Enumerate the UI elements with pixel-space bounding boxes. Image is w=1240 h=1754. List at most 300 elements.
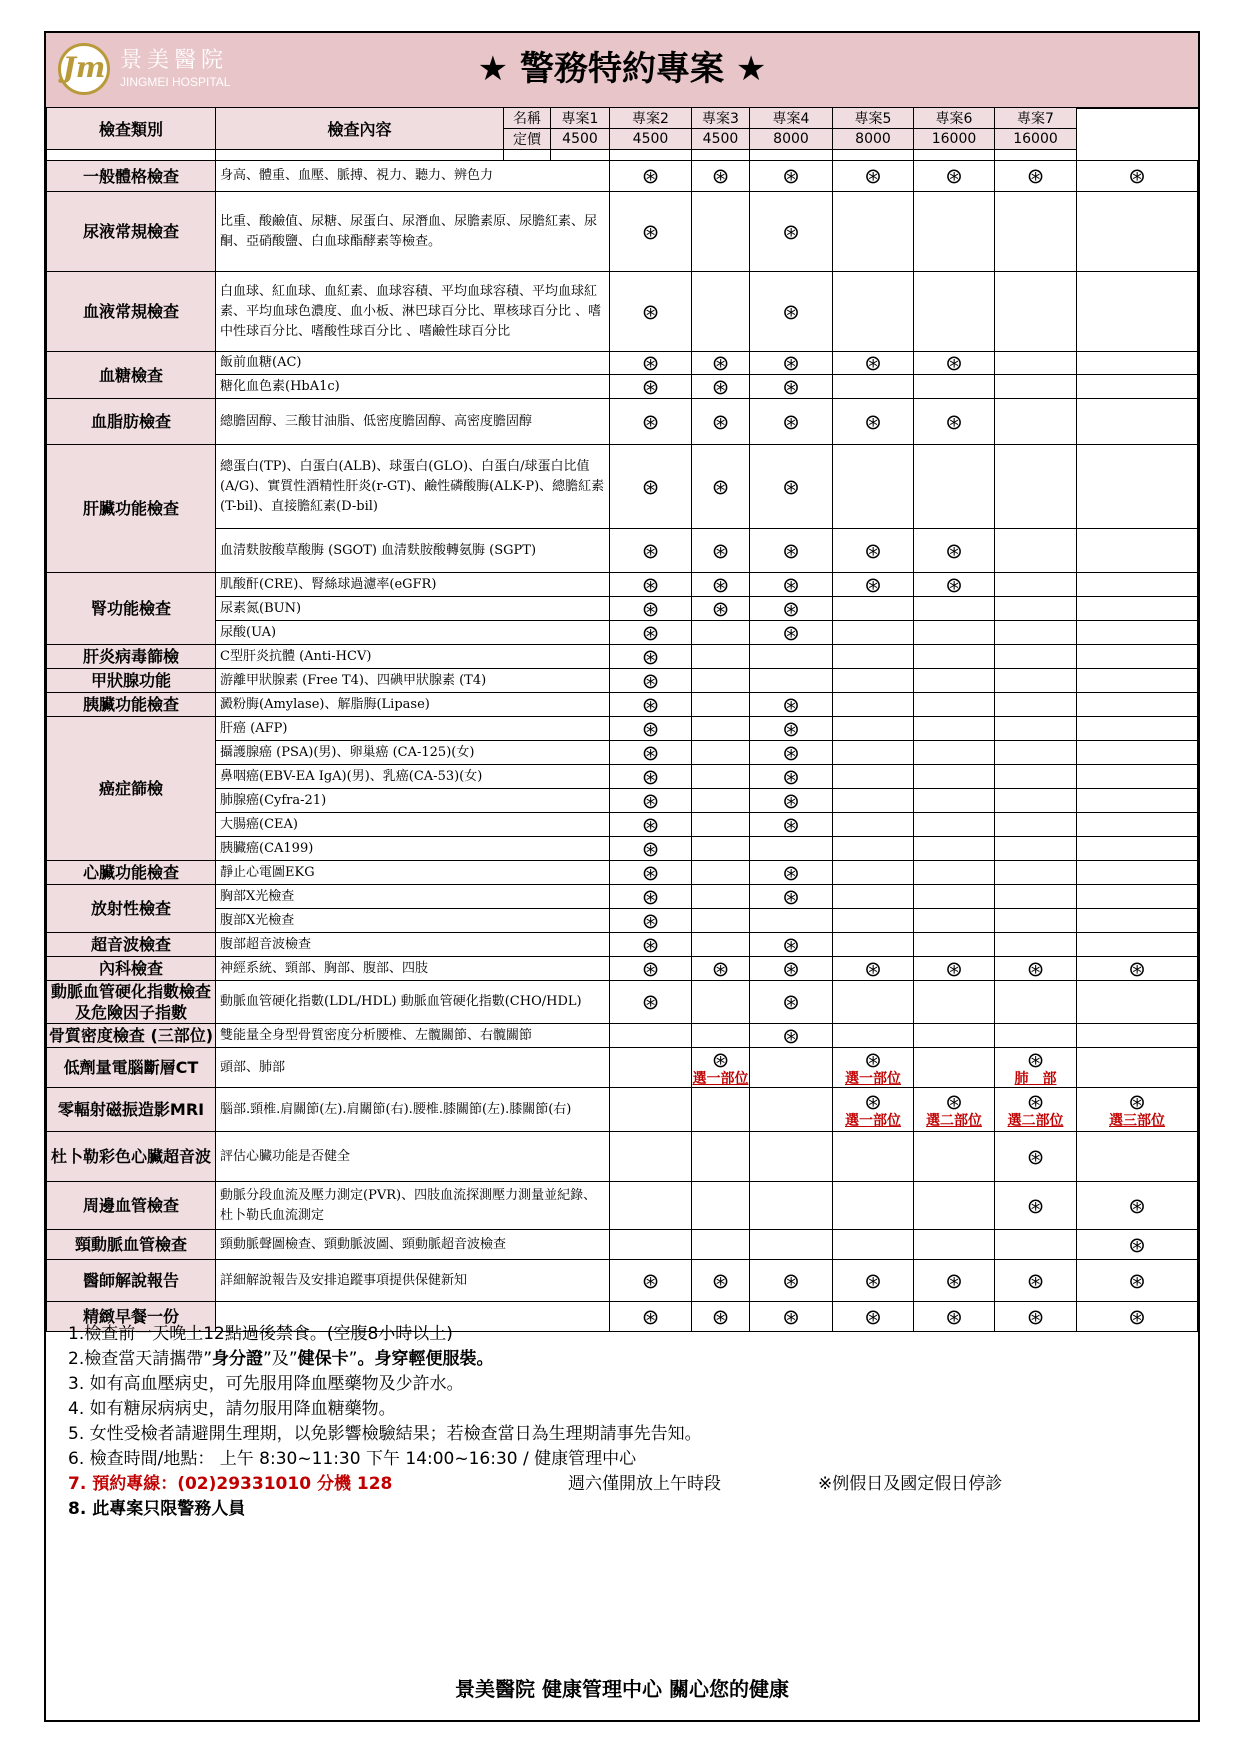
plan-cell (610, 1024, 692, 1048)
plan-price: 4500 (610, 129, 692, 150)
plan-cell (750, 957, 833, 981)
exam-item: 游離甲狀腺素 (Free T4)、四碘甲狀腺素 (T4) (216, 669, 610, 693)
included-mark-icon: ⊛ (945, 1089, 963, 1114)
plan-cell (610, 693, 692, 717)
included-mark-icon: ⊛ (711, 474, 730, 499)
plan-cell (1077, 645, 1198, 669)
plan-cell (995, 597, 1077, 621)
table-row (47, 957, 1198, 981)
plan-cell (995, 272, 1077, 352)
plan-cell (1077, 1260, 1198, 1302)
plan-cell (610, 669, 692, 693)
plan-cell (1077, 161, 1198, 192)
category-label: 心臟功能檢查 (47, 861, 216, 885)
plan-cell (692, 741, 750, 765)
plan-cell (833, 1132, 914, 1182)
included-mark-icon: ⊛ (711, 956, 730, 981)
plan-cell (914, 837, 995, 861)
plan-cell (833, 161, 914, 192)
plan-cell (995, 399, 1077, 445)
plan-cell (750, 693, 833, 717)
option-note: 選二部位 (1007, 1112, 1064, 1129)
note-4: 4. 如有糖尿病病史，請勿服用降血糖藥物。 (68, 1399, 396, 1419)
note-7 (68, 1472, 1168, 1497)
included-mark-icon: ⊛ (782, 620, 800, 645)
plan-cell (1077, 352, 1198, 375)
plan-cell (610, 789, 692, 813)
plan-cell (750, 573, 833, 597)
plan-cell (833, 192, 914, 272)
plan-cell (1077, 1230, 1198, 1260)
plan-cell (750, 837, 833, 861)
plan-cell (610, 375, 692, 399)
exam-item: 總蛋白(TP)、白蛋白(ALB)、球蛋白(GLO)、白蛋白/球蛋白比值(A/G)、實質性酒精性肝炎(r-GT)、鹼性磷酸脢(ALK-P)、總膽紅素(T-bil)、直接膽紅素(D-bil) (216, 445, 610, 529)
table-row (47, 621, 1198, 645)
plan-cell (610, 573, 692, 597)
table-row (47, 597, 1198, 621)
plan-cell (610, 861, 692, 885)
plan-cell (1077, 981, 1198, 1024)
plan-cell (750, 861, 833, 885)
plan-cell (833, 933, 914, 957)
plan-cell (995, 933, 1077, 957)
plan-cell (833, 645, 914, 669)
plan-price: 16000 (914, 129, 995, 150)
plan-cell (692, 375, 750, 399)
plan-cell (750, 645, 833, 669)
note-2-id-card: 身分證 (212, 1349, 264, 1369)
exam-item: 尿素氮(BUN) (216, 597, 610, 621)
plan-cell (750, 621, 833, 645)
plan-cell (914, 861, 995, 885)
plan-name: 專案5 (833, 108, 914, 129)
plan-cell (833, 573, 914, 597)
included-mark-icon: ⊛ (864, 956, 882, 981)
plan-cell (610, 1230, 692, 1260)
plan-cell (1077, 933, 1198, 957)
included-mark-icon: ⊛ (945, 409, 963, 434)
plan-name: 專案6 (914, 108, 995, 129)
exam-item: C型肝炎抗體 (Anti-HCV) (216, 645, 610, 669)
included-mark-icon: ⊛ (1026, 1047, 1045, 1072)
plan-name: 專案7 (995, 108, 1077, 129)
plan-cell (750, 272, 833, 352)
included-mark-icon: ⊛ (641, 644, 660, 669)
exam-item: 胸部X光檢查 (216, 885, 610, 909)
option-note: 選一部位 (845, 1070, 901, 1087)
plan-cell (750, 1024, 833, 1048)
plan-cell (833, 1230, 914, 1260)
plan-cell (692, 621, 750, 645)
plan-cell (692, 861, 750, 885)
plan-cell (610, 399, 692, 445)
exam-item: 胰臟癌(CA199) (216, 837, 610, 861)
included-mark-icon: ⊛ (945, 1304, 963, 1329)
included-mark-icon: ⊛ (1026, 1089, 1045, 1114)
exam-item: 頭部、肺部 (216, 1048, 610, 1088)
exam-item: 尿酸(UA) (216, 621, 610, 645)
plan-cell (914, 909, 995, 933)
option-note: 肺 部 (1014, 1070, 1057, 1087)
plan-cell (1077, 375, 1198, 399)
plan-cell (995, 837, 1077, 861)
header-band (46, 33, 1198, 109)
plan-cell (995, 885, 1077, 909)
plan-cell (833, 1024, 914, 1048)
header-category: 檢查類別 (47, 108, 216, 150)
plan-cell (610, 621, 692, 645)
included-mark-icon: ⊛ (782, 596, 800, 621)
plan-name: 專案2 (610, 108, 692, 129)
exam-item: 鼻咽癌(EBV-EA IgA)(男)、乳癌(CA-53)(女) (216, 765, 610, 789)
plan-cell (1077, 621, 1198, 645)
plan-price: 8000 (750, 129, 833, 150)
plan-cell (610, 352, 692, 375)
plan-cell (833, 1088, 914, 1132)
included-mark-icon: ⊛ (711, 1304, 730, 1329)
plan-cell (1077, 1024, 1198, 1048)
plan-cell (1077, 693, 1198, 717)
exam-item: 澱粉脢(Amylase)、解脂脢(Lipase) (216, 693, 610, 717)
plan-cell (1077, 813, 1198, 837)
plan-cell (995, 161, 1077, 192)
included-mark-icon: ⊛ (711, 164, 730, 188)
plan-cell (995, 352, 1077, 375)
included-mark-icon: ⊛ (641, 764, 660, 789)
plan-cell (692, 1182, 750, 1230)
plan-cell (750, 813, 833, 837)
category-label: 動脈血管硬化指數檢查及危險因子指數 (47, 981, 216, 1024)
plan-cell (692, 529, 750, 573)
plan-cell (610, 192, 692, 272)
plan-cell (995, 1024, 1077, 1048)
plan-cell (610, 529, 692, 573)
included-mark-icon: ⊛ (782, 409, 800, 434)
plan-cell (914, 192, 995, 272)
plan-cell (833, 813, 914, 837)
included-mark-icon: ⊛ (641, 990, 660, 1014)
plan-cell (914, 399, 995, 445)
plan-cell (995, 693, 1077, 717)
option-note: 選二部位 (926, 1112, 982, 1129)
header-name-label: 名稱 (504, 108, 551, 129)
category-label: 肝炎病毒篩檢 (47, 645, 216, 669)
plan-cell (1077, 272, 1198, 352)
plan-cell (1077, 669, 1198, 693)
plan-cell (914, 597, 995, 621)
table-row (47, 861, 1198, 885)
plan-cell (914, 645, 995, 669)
included-mark-icon: ⊛ (945, 351, 963, 375)
category-label: 癌症篩檢 (47, 717, 216, 861)
category-label: 胰臟功能檢查 (47, 693, 216, 717)
plan-cell (995, 529, 1077, 573)
included-mark-icon: ⊛ (782, 299, 800, 324)
category-label: 內科檢查 (47, 957, 216, 981)
included-mark-icon: ⊛ (782, 474, 800, 499)
plan-cell (833, 693, 914, 717)
plan-cell (833, 1260, 914, 1302)
included-mark-icon: ⊛ (1128, 1193, 1146, 1218)
spacer-cell (551, 150, 610, 161)
category-label: 頸動脈血管檢查 (47, 1230, 216, 1260)
plan-cell (692, 669, 750, 693)
plan-cell (914, 717, 995, 741)
category-label: 一般體格檢查 (47, 161, 216, 192)
included-mark-icon: ⊛ (641, 788, 660, 813)
included-mark-icon: ⊛ (864, 409, 882, 434)
included-mark-icon: ⊛ (782, 219, 800, 244)
included-mark-icon: ⊛ (711, 1047, 730, 1072)
included-mark-icon: ⊛ (641, 860, 660, 885)
plan-cell (750, 669, 833, 693)
plan-cell (833, 272, 914, 352)
exam-item: 血清麩胺酸草酸脢 (SGOT) 血清麩胺酸轉氨脢 (SGPT) (216, 529, 610, 573)
plan-cell (914, 375, 995, 399)
category-label: 肝臟功能檢查 (47, 445, 216, 573)
exam-item: 肌酸酐(CRE)、腎絲球過濾率(eGFR) (216, 573, 610, 597)
included-mark-icon: ⊛ (782, 1304, 800, 1329)
plan-cell (914, 1088, 995, 1132)
plan-cell (1077, 765, 1198, 789)
table-row (47, 445, 1198, 529)
plan-cell (692, 1132, 750, 1182)
spacer-cell (692, 150, 750, 161)
plan-cell (610, 933, 692, 957)
plan-price: 8000 (833, 129, 914, 150)
plan-cell (995, 765, 1077, 789)
plan-cell (833, 909, 914, 933)
exam-item: 攝護腺癌 (PSA)(男)、卵巢癌 (CA-125)(女) (216, 741, 610, 765)
table-row (47, 981, 1198, 1024)
plan-cell (692, 981, 750, 1024)
exam-item: 肝癌 (AFP) (216, 717, 610, 741)
plan-cell (833, 861, 914, 885)
plan-cell (610, 765, 692, 789)
plan-cell (833, 1048, 914, 1088)
plan-cell (995, 1088, 1077, 1132)
plan-cell (833, 717, 914, 741)
plan-cell (610, 645, 692, 669)
category-label: 醫師解說報告 (47, 1260, 216, 1302)
plan-cell (692, 789, 750, 813)
plan-cell (995, 645, 1077, 669)
plan-cell (750, 1048, 833, 1088)
plan-cell (610, 161, 692, 192)
exam-item: 神經系統、頸部、胸部、腹部、四肢 (216, 957, 610, 981)
plan-cell (914, 1024, 995, 1048)
plan-cell (750, 399, 833, 445)
included-mark-icon: ⊛ (711, 1268, 730, 1293)
plan-cell (995, 813, 1077, 837)
category-label: 超音波檢查 (47, 933, 216, 957)
exam-item: 飯前血糖(AC) (216, 352, 610, 375)
included-mark-icon: ⊛ (945, 538, 963, 563)
table-row (47, 272, 1198, 352)
included-mark-icon: ⊛ (864, 351, 882, 375)
included-mark-icon: ⊛ (711, 409, 730, 434)
footer-slogan: 景美醫院 健康管理中心 關心您的健康 (455, 1677, 789, 1701)
plan-cell (914, 1132, 995, 1182)
exam-item: 比重、酸鹼值、尿糖、尿蛋白、尿潛血、尿膽素原、尿膽紅素、尿酮、亞硝酸鹽、白血球酯酵素等檢查。 (216, 192, 610, 272)
plan-cell (692, 352, 750, 375)
plan-cell (995, 1048, 1077, 1088)
note-2-health-card: 健保卡 (297, 1349, 349, 1369)
category-label: 血糖檢查 (47, 352, 216, 399)
plan-cell (750, 375, 833, 399)
header-content: 檢查內容 (216, 108, 504, 150)
page-title: ★ 警務特約專案 ★ (477, 49, 767, 89)
table-header-row (47, 108, 1198, 129)
plan-cell (995, 669, 1077, 693)
included-mark-icon: ⊛ (641, 1268, 660, 1293)
note-2-quote: ” (348, 1349, 358, 1369)
plan-cell (995, 621, 1077, 645)
table-row (47, 885, 1198, 909)
category-label: 零輻射磁振造影MRI (47, 1088, 216, 1132)
plan-cell (833, 375, 914, 399)
table-row (47, 741, 1198, 765)
plan-cell (914, 272, 995, 352)
plan-cell (1077, 789, 1198, 813)
included-mark-icon: ⊛ (782, 860, 800, 885)
plan-cell (995, 717, 1077, 741)
included-mark-icon: ⊛ (782, 788, 800, 813)
included-mark-icon: ⊛ (782, 716, 800, 741)
included-mark-icon: ⊛ (1128, 1089, 1146, 1114)
plan-cell (914, 445, 995, 529)
plan-cell (995, 957, 1077, 981)
plan-cell (692, 765, 750, 789)
spacer-cell (47, 150, 216, 161)
exam-item: 雙能量全身型骨質密度分析腰椎、左髖關節、右髖關節 (216, 1024, 610, 1048)
plan-cell (995, 909, 1077, 933)
included-mark-icon: ⊛ (641, 164, 660, 188)
header-price-label: 定價 (504, 129, 551, 150)
holiday-notice: ※例假日及國定假日停診 (818, 1474, 1003, 1494)
logo-english-name: JINGMEI HOSPITAL (120, 75, 231, 89)
included-mark-icon: ⊛ (1026, 1144, 1045, 1169)
exam-item: 身高、體重、血壓、脈搏、視力、聽力、辨色力 (216, 161, 610, 192)
plan-cell (750, 445, 833, 529)
exam-item: 動脈血管硬化指數(LDL/HDL) 動脈血管硬化指數(CHO/HDL) (216, 981, 610, 1024)
spacer-cell (504, 150, 551, 161)
plan-cell (610, 1260, 692, 1302)
plan-cell (914, 789, 995, 813)
category-label: 杜卜勒彩色心臟超音波 (47, 1132, 216, 1182)
category-label: 腎功能檢查 (47, 573, 216, 645)
note-3: 3. 如有高血壓病史，可先服用降血壓藥物及少許水。 (68, 1374, 464, 1394)
plan-cell (914, 573, 995, 597)
included-mark-icon: ⊛ (641, 374, 660, 399)
category-label: 低劑量電腦斷層CT (47, 1048, 216, 1088)
plan-cell (692, 1048, 750, 1088)
included-mark-icon: ⊛ (1026, 1193, 1045, 1218)
included-mark-icon: ⊛ (1026, 1304, 1045, 1329)
page-frame (44, 31, 1200, 1722)
exam-item: 白血球、紅血球、血紅素、血球容積、平均血球容積、平均血球紅素、平均血球色濃度、血小板、淋巴球百分比、單核球百分比 、嗜中性球百分比、嗜酸性球百分比 、嗜鹼性球百分比 (216, 272, 610, 352)
included-mark-icon: ⊛ (641, 596, 660, 621)
plan-cell (750, 909, 833, 933)
plan-cell (750, 352, 833, 375)
plan-price: 4500 (551, 129, 610, 150)
included-mark-icon: ⊛ (782, 932, 800, 957)
plan-cell (914, 981, 995, 1024)
plan-cell (995, 1182, 1077, 1230)
included-mark-icon: ⊛ (1128, 956, 1146, 981)
exam-item: 詳細解說報告及安排追蹤事項提供保健新知 (216, 1260, 610, 1302)
included-mark-icon: ⊛ (1128, 164, 1146, 188)
plan-cell (1077, 861, 1198, 885)
plan-cell (610, 909, 692, 933)
plan-cell (914, 621, 995, 645)
included-mark-icon: ⊛ (782, 990, 800, 1014)
plan-cell (914, 885, 995, 909)
plan-cell (610, 813, 692, 837)
plan-cell (1077, 1182, 1198, 1230)
plan-cell (995, 1132, 1077, 1182)
category-label: 周邊血管檢查 (47, 1182, 216, 1230)
plan-cell (750, 885, 833, 909)
table-row (47, 352, 1198, 375)
plan-cell (995, 861, 1077, 885)
exam-item: 肺腺癌(Cyfra-21) (216, 789, 610, 813)
included-mark-icon: ⊛ (864, 1047, 882, 1072)
included-mark-icon: ⊛ (641, 219, 660, 244)
option-note: 選一部位 (845, 1112, 901, 1129)
included-mark-icon: ⊛ (782, 740, 800, 765)
included-mark-icon: ⊛ (1128, 1304, 1146, 1329)
table-row (47, 529, 1198, 573)
plan-cell (1077, 445, 1198, 529)
table-row (47, 573, 1198, 597)
plan-cell (692, 837, 750, 861)
included-mark-icon: ⊛ (641, 836, 660, 861)
included-mark-icon: ⊛ (1026, 1268, 1045, 1293)
table-row (47, 909, 1198, 933)
included-mark-icon: ⊛ (1128, 1268, 1146, 1293)
plan-cell (914, 1260, 995, 1302)
category-label: 骨質密度檢查 (三部位) (47, 1024, 216, 1048)
plan-cell (692, 1230, 750, 1260)
plan-cell (610, 957, 692, 981)
plan-price: 16000 (995, 129, 1077, 150)
plan-cell (610, 981, 692, 1024)
included-mark-icon: ⊛ (711, 374, 730, 399)
plan-cell (692, 1024, 750, 1048)
option-note: 選三部位 (1109, 1112, 1165, 1129)
plan-cell (914, 352, 995, 375)
included-mark-icon: ⊛ (782, 764, 800, 789)
exam-item: 動脈分段血流及壓力測定(PVR)、四肢血流探測壓力測量並紀錄、杜卜勒氏血流測定 (216, 1182, 610, 1230)
plan-cell (1077, 1132, 1198, 1182)
plan-cell (1077, 837, 1198, 861)
included-mark-icon: ⊛ (864, 572, 882, 597)
logo-emblem-icon: Jm (58, 43, 110, 95)
plan-cell (692, 909, 750, 933)
plan-cell (1077, 1088, 1198, 1132)
included-mark-icon: ⊛ (641, 1304, 660, 1329)
plan-cell (914, 813, 995, 837)
note-5: 5. 女性受檢者請避開生理期，以免影響檢驗結果；若檢查當日為生理期請事先告知。 (68, 1424, 702, 1444)
plan-cell (1077, 957, 1198, 981)
plan-cell (995, 375, 1077, 399)
plan-cell (610, 1132, 692, 1182)
plan-cell (692, 645, 750, 669)
plan-cell (833, 1182, 914, 1230)
included-mark-icon: ⊛ (641, 299, 660, 324)
included-mark-icon: ⊛ (711, 572, 730, 597)
